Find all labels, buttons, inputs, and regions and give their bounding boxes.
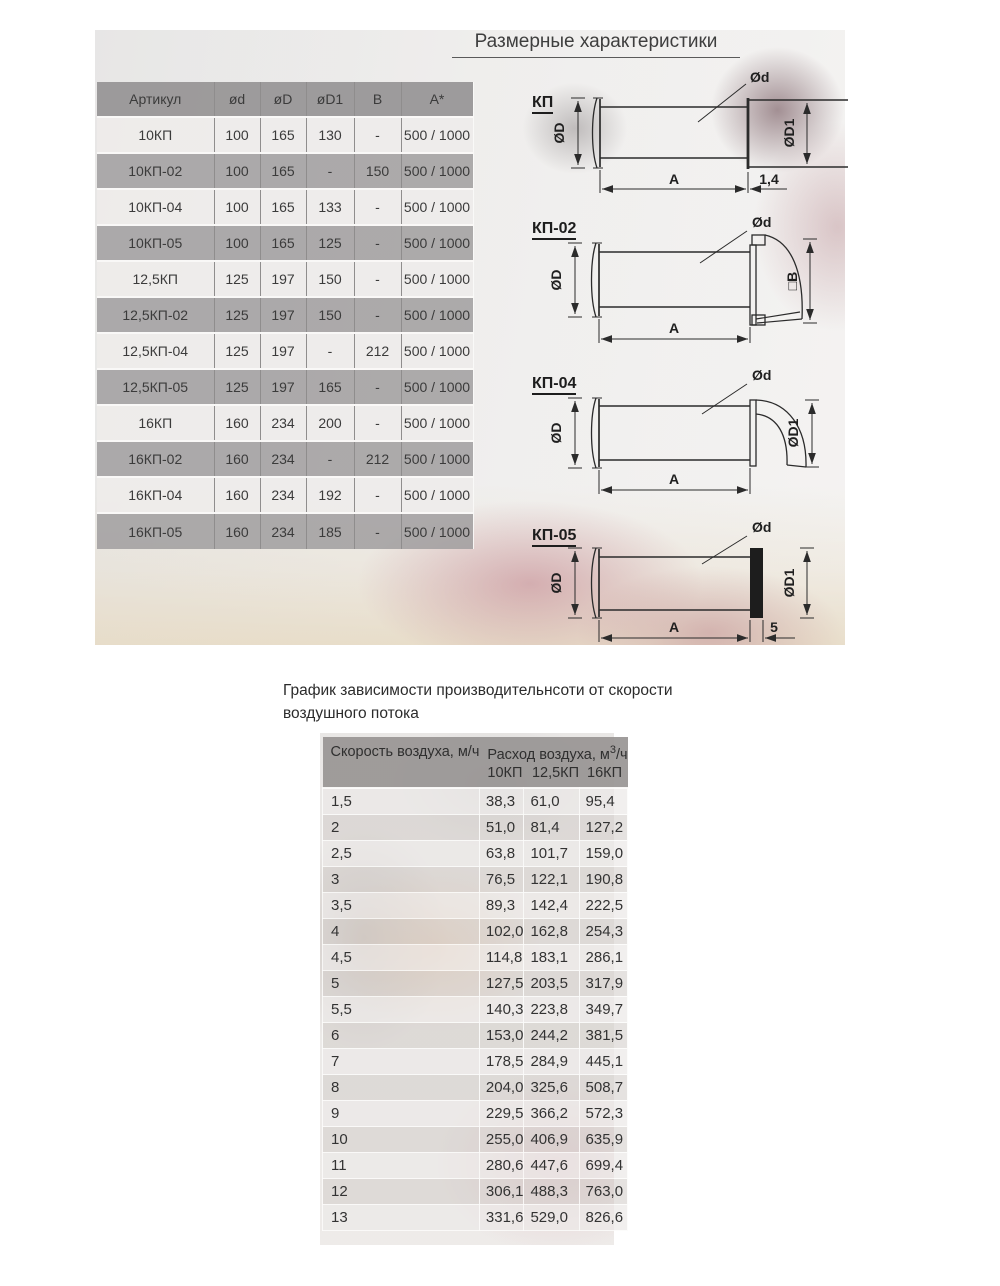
diagram-label-kp02: КП-02 (532, 220, 576, 240)
duct-outline (592, 235, 803, 325)
table-row (323, 788, 628, 814)
air-flow-value-cell: 153,0 (479, 1022, 524, 1048)
dimension-value-cell: 500 / 1000 (401, 441, 473, 477)
dimension-value-cell: 234 (260, 405, 306, 441)
dim-label-B: □B (784, 271, 800, 291)
sub-col-125kp: 12,5КП (524, 764, 579, 788)
air-flow-value-cell: 763,0 (579, 1178, 628, 1204)
article-cell: 16КП-05 (97, 513, 214, 549)
air-flow-value-cell: 406,9 (524, 1126, 579, 1152)
table-row (97, 405, 473, 441)
dimension-value-cell: - (354, 513, 401, 549)
dimension-value-cell: 160 (214, 405, 260, 441)
air-flow-value-cell: 826,6 (579, 1204, 628, 1230)
dimension-value-cell: 185 (306, 513, 354, 549)
air-speed-cell: 7 (323, 1048, 480, 1074)
dimension-value-cell: - (354, 225, 401, 261)
section-title-flow-chart (283, 679, 723, 725)
air-flow-value-cell: 255,0 (479, 1126, 524, 1152)
dimension-value-cell: 125 (214, 297, 260, 333)
dimension-value-cell: 125 (306, 225, 354, 261)
technical-drawing-kp04 (450, 370, 850, 525)
table-row (97, 225, 473, 261)
air-flow-value-cell: 447,6 (524, 1152, 579, 1178)
dimension-value-cell: 165 (260, 225, 306, 261)
air-speed-cell: 5,5 (323, 996, 480, 1022)
table-row (323, 1204, 628, 1230)
air-speed-cell: 13 (323, 1204, 480, 1230)
section-title-line2: воздушного потока (283, 705, 419, 722)
article-cell: 16КП-04 (97, 477, 214, 513)
table-row (323, 1178, 628, 1204)
table-row (97, 513, 473, 549)
dimension-value-cell: 165 (306, 369, 354, 405)
air-speed-cell: 4 (323, 918, 480, 944)
dim-label-A: A (668, 320, 680, 336)
col-header-B: B (354, 82, 401, 117)
dimension-value-cell: - (354, 369, 401, 405)
air-speed-cell: 1,5 (323, 788, 480, 814)
dimension-lines (568, 384, 819, 494)
dimension-value-cell: - (306, 441, 354, 477)
col-header-article: Артикул (97, 82, 214, 117)
air-flow-value-cell: 229,5 (479, 1100, 524, 1126)
flow-table (322, 737, 628, 1231)
table-row (323, 1048, 628, 1074)
dimension-value-cell: 197 (260, 369, 306, 405)
table-row (323, 1126, 628, 1152)
flow-header-row-1 (323, 737, 628, 764)
table-row (323, 1152, 628, 1178)
dimension-value-cell: 125 (214, 261, 260, 297)
diagram-label-kp: КП (532, 94, 553, 114)
table-row (323, 814, 628, 840)
sub-col-16kp: 16КП (579, 764, 628, 788)
table-row (97, 369, 473, 405)
diagram-label-kp05: КП-05 (532, 527, 576, 547)
dimensions-table-header-row (97, 82, 473, 117)
dim-label-thickness: 5 (770, 619, 778, 635)
table-row (97, 117, 473, 153)
air-speed-cell: 3 (323, 866, 480, 892)
article-cell: 12,5КП-02 (97, 297, 214, 333)
technical-drawing-kp05 (450, 522, 850, 667)
air-flow-label-prefix: Расход воздуха, м (487, 746, 610, 763)
dimension-value-cell: 150 (354, 153, 401, 189)
air-flow-label-suffix: /ч (616, 746, 628, 763)
dimensions-table (97, 82, 474, 549)
dimension-value-cell: 500 / 1000 (401, 477, 473, 513)
dimension-value-cell: 100 (214, 225, 260, 261)
dim-label-D: ØD (548, 422, 564, 444)
dimension-value-cell: 197 (260, 333, 306, 369)
air-speed-cell: 8 (323, 1074, 480, 1100)
dimension-value-cell: - (354, 189, 401, 225)
dimension-value-cell: - (306, 333, 354, 369)
dimension-lines (568, 231, 817, 343)
article-cell: 16КП (97, 405, 214, 441)
technical-drawing-kp (450, 60, 850, 220)
air-flow-value-cell: 190,8 (579, 866, 628, 892)
dimension-value-cell: 500 / 1000 (401, 297, 473, 333)
table-row (323, 944, 628, 970)
article-cell: 16КП-02 (97, 441, 214, 477)
table-row (323, 1022, 628, 1048)
col-header-D1: øD1 (306, 82, 354, 117)
table-row (97, 153, 473, 189)
dimension-value-cell: 234 (260, 513, 306, 549)
dimension-value-cell: - (354, 477, 401, 513)
air-flow-value-cell: 122,1 (524, 866, 579, 892)
article-cell: 10КП (97, 117, 214, 153)
air-flow-value-cell: 331,6 (479, 1204, 524, 1230)
air-speed-cell: 2 (323, 814, 480, 840)
air-flow-value-cell: 95,4 (579, 788, 628, 814)
dimension-value-cell: 500 / 1000 (401, 225, 473, 261)
air-speed-cell: 5 (323, 970, 480, 996)
air-flow-value-cell: 381,5 (579, 1022, 628, 1048)
air-speed-cell: 4,5 (323, 944, 480, 970)
article-cell: 10КП-04 (97, 189, 214, 225)
dimension-value-cell: 500 / 1000 (401, 153, 473, 189)
air-flow-value-cell: 89,3 (479, 892, 524, 918)
dimension-value-cell: 165 (260, 117, 306, 153)
air-flow-value-cell: 183,1 (524, 944, 579, 970)
air-flow-value-cell: 61,0 (524, 788, 579, 814)
dimension-value-cell: 212 (354, 333, 401, 369)
air-speed-cell: 12 (323, 1178, 480, 1204)
air-flow-value-cell: 142,4 (524, 892, 579, 918)
air-flow-value-cell: 204,0 (479, 1074, 524, 1100)
air-flow-value-cell: 306,1 (479, 1178, 524, 1204)
table-row (323, 918, 628, 944)
air-flow-label-sup: 3 (609, 744, 617, 756)
air-flow-value-cell: 159,0 (579, 840, 628, 866)
table-row (97, 441, 473, 477)
table-row (97, 189, 473, 225)
air-flow-value-cell: 114,8 (479, 944, 524, 970)
dimension-value-cell: 500 / 1000 (401, 333, 473, 369)
air-flow-value-cell: 102,0 (479, 918, 524, 944)
dimension-value-cell: - (354, 405, 401, 441)
dimension-value-cell: 234 (260, 477, 306, 513)
air-flow-value-cell: 488,3 (524, 1178, 579, 1204)
dim-label-d: Ød (750, 69, 770, 85)
dim-label-A: A (668, 171, 680, 187)
dimension-value-cell: - (306, 153, 354, 189)
dim-label-d: Ød (752, 370, 772, 383)
dim-label-D1: ØD1 (781, 118, 797, 148)
air-flow-value-cell: 529,0 (524, 1204, 579, 1230)
duct-outline (593, 98, 849, 169)
dim-label-D: ØD (548, 572, 564, 594)
dimension-value-cell: 500 / 1000 (401, 513, 473, 549)
air-flow-value-cell: 127,2 (579, 814, 628, 840)
dimension-value-cell: - (354, 261, 401, 297)
table-row (97, 333, 473, 369)
air-speed-cell: 10 (323, 1126, 480, 1152)
air-flow-value-cell: 76,5 (479, 866, 524, 892)
dimension-value-cell: 133 (306, 189, 354, 225)
dimension-value-cell: 165 (260, 153, 306, 189)
dim-label-D1: ØD1 (781, 568, 797, 598)
air-flow-value-cell: 699,4 (579, 1152, 628, 1178)
article-cell: 10КП-05 (97, 225, 214, 261)
col-header-d: ød (214, 82, 260, 117)
table-row (323, 1074, 628, 1100)
dimension-value-cell: 200 (306, 405, 354, 441)
air-flow-value-cell: 286,1 (579, 944, 628, 970)
dimension-value-cell: 100 (214, 153, 260, 189)
air-flow-value-cell: 127,5 (479, 970, 524, 996)
dimension-value-cell: 125 (214, 369, 260, 405)
dimension-value-cell: 150 (306, 297, 354, 333)
air-flow-value-cell: 254,3 (579, 918, 628, 944)
table-row (97, 477, 473, 513)
dim-label-A: A (668, 471, 680, 487)
air-flow-value-cell: 445,1 (579, 1048, 628, 1074)
air-speed-cell: 3,5 (323, 892, 480, 918)
dimension-value-cell: 130 (306, 117, 354, 153)
table-row (323, 866, 628, 892)
air-flow-value-cell: 63,8 (479, 840, 524, 866)
air-flow-value-cell: 38,3 (479, 788, 524, 814)
air-flow-value-cell: 162,8 (524, 918, 579, 944)
article-cell: 10КП-02 (97, 153, 214, 189)
air-flow-value-cell: 572,3 (579, 1100, 628, 1126)
col-header-air-speed: Скорость воздуха, м/ч (323, 737, 480, 788)
article-cell: 12,5КП-04 (97, 333, 214, 369)
dimension-value-cell: 197 (260, 261, 306, 297)
air-flow-value-cell: 349,7 (579, 996, 628, 1022)
dimension-value-cell: 500 / 1000 (401, 261, 473, 297)
dimension-value-cell: 150 (306, 261, 354, 297)
dimension-value-cell: 500 / 1000 (401, 369, 473, 405)
air-flow-value-cell: 280,6 (479, 1152, 524, 1178)
dimensions-table-body (97, 117, 473, 549)
air-flow-value-cell: 317,9 (579, 970, 628, 996)
air-speed-cell: 9 (323, 1100, 480, 1126)
dimension-value-cell: 160 (214, 513, 260, 549)
section-title-line1: График зависимости производительнсоти от скорости (283, 682, 673, 699)
air-flow-value-cell: 635,9 (579, 1126, 628, 1152)
air-speed-cell: 6 (323, 1022, 480, 1048)
dim-label-D: ØD (548, 269, 564, 291)
air-flow-value-cell: 244,2 (524, 1022, 579, 1048)
air-flow-value-cell: 51,0 (479, 814, 524, 840)
table-row (323, 1100, 628, 1126)
dim-label-D: ØD (551, 122, 567, 144)
diagram-label-kp04: КП-04 (532, 375, 576, 395)
flow-panel (320, 733, 628, 1245)
dimension-value-cell: - (354, 117, 401, 153)
flow-table-body (323, 788, 628, 1230)
technical-drawing-kp02 (450, 215, 850, 385)
dim-label-A: A (668, 619, 680, 635)
flow-table-header (323, 737, 628, 788)
air-flow-value-cell: 203,5 (524, 970, 579, 996)
dim-label-D1: ØD1 (785, 418, 801, 448)
dimensions-panel (95, 30, 845, 645)
dimension-value-cell: 165 (260, 189, 306, 225)
dimension-value-cell: - (354, 297, 401, 333)
table-row (323, 892, 628, 918)
air-flow-value-cell: 284,9 (524, 1048, 579, 1074)
dimension-value-cell: 500 / 1000 (401, 117, 473, 153)
col-header-A: A* (401, 82, 473, 117)
dimension-value-cell: 160 (214, 477, 260, 513)
air-flow-value-cell: 325,6 (524, 1074, 579, 1100)
duct-outline (592, 398, 807, 468)
air-flow-value-cell: 81,4 (524, 814, 579, 840)
air-flow-value-cell: 508,7 (579, 1074, 628, 1100)
dimension-value-cell: 100 (214, 117, 260, 153)
table-row (323, 996, 628, 1022)
dimension-value-cell: 125 (214, 333, 260, 369)
dimension-value-cell: 192 (306, 477, 354, 513)
dimension-value-cell: 500 / 1000 (401, 405, 473, 441)
article-cell: 12,5КП-05 (97, 369, 214, 405)
dim-label-d: Ød (752, 215, 772, 230)
air-flow-value-cell: 140,3 (479, 996, 524, 1022)
air-flow-value-cell: 101,7 (524, 840, 579, 866)
dimension-value-cell: 500 / 1000 (401, 189, 473, 225)
dim-label-d: Ød (752, 522, 772, 535)
table-row (323, 970, 628, 996)
table-row (97, 297, 473, 333)
article-cell: 12,5КП (97, 261, 214, 297)
dimension-value-cell: 160 (214, 441, 260, 477)
dimension-value-cell: 197 (260, 297, 306, 333)
dim-label-thickness: 1,4 (759, 171, 779, 187)
sub-col-10kp: 10КП (479, 764, 524, 788)
dimension-value-cell: 212 (354, 441, 401, 477)
dimension-value-cell: 100 (214, 189, 260, 225)
air-flow-value-cell: 366,2 (524, 1100, 579, 1126)
air-speed-cell: 2,5 (323, 840, 480, 866)
table-row (323, 840, 628, 866)
col-header-D: øD (260, 82, 306, 117)
table-row (97, 261, 473, 297)
dimension-value-cell: 234 (260, 441, 306, 477)
col-header-air-flow (479, 737, 627, 764)
air-flow-value-cell: 223,8 (524, 996, 579, 1022)
section-title-dimensions: Размерные характеристики (452, 31, 740, 58)
duct-outline (592, 548, 764, 618)
air-speed-cell: 11 (323, 1152, 480, 1178)
air-flow-value-cell: 222,5 (579, 892, 628, 918)
air-flow-value-cell: 178,5 (479, 1048, 524, 1074)
